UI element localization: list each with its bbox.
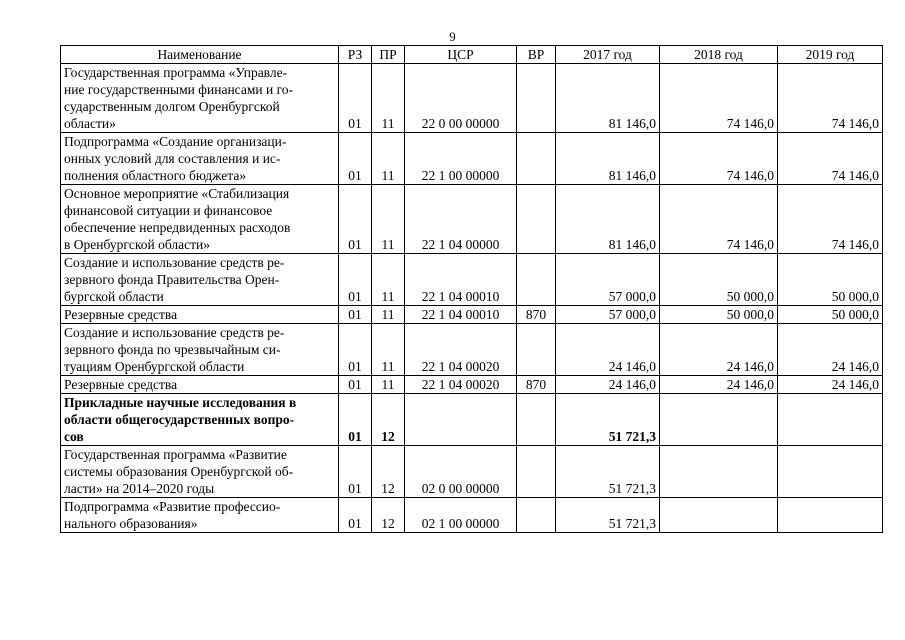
row-name-line: финансовой ситуации и финансовое [64,203,273,218]
row-2017: 57 000,0 [556,254,660,306]
row-name [61,185,339,254]
row-2018 [660,498,778,533]
table-row [61,376,883,394]
row-vr [517,185,556,254]
row-vr [517,446,556,498]
row-vr [517,324,556,376]
row-name-line: полнения областного бюджета» [64,168,247,183]
row-name-line: туациям Оренбургской области [64,359,245,374]
row-name [61,394,339,446]
row-name-line: области общегосударственных вопро- [64,412,295,427]
row-pr: 11 [372,64,405,133]
row-name [61,498,339,533]
row-2019 [778,498,883,533]
row-name [61,64,339,133]
row-name-line: Резервные средства [64,307,178,322]
row-name-line: сов [64,429,84,444]
row-name [61,376,339,394]
table-row [61,324,883,376]
row-2018: 74 146,0 [660,133,778,185]
row-pr: 12 [372,498,405,533]
row-name-line: сударственным долгом Оренбургской [64,99,280,114]
row-name-line: зервного фонда Правительства Орен- [64,272,280,287]
row-2017: 81 146,0 [556,64,660,133]
row-2018: 50 000,0 [660,306,778,324]
table-row [61,133,883,185]
row-pr: 11 [372,324,405,376]
row-2019: 74 146,0 [778,64,883,133]
row-vr [517,133,556,185]
row-name-line: Подпрограмма «Развитие профессио- [64,499,281,514]
row-csr: 02 1 00 00000 [405,498,517,533]
row-name [61,254,339,306]
page-number: 9 [449,29,456,44]
row-csr: 22 0 00 00000 [405,64,517,133]
row-name [61,133,339,185]
row-2017: 51 721,3 [556,446,660,498]
row-name-line: Государственная программа «Управле- [64,65,288,80]
row-name-line: Государственная программа «Развитие [64,447,287,462]
row-name-line: нального образования» [64,516,198,531]
header-csr: ЦСР [405,46,517,64]
row-rz: 01 [339,394,372,446]
row-2017: 81 146,0 [556,133,660,185]
table-row [61,394,883,446]
row-name-line: ние государственными финансами и го- [64,82,294,97]
table-row [61,64,883,133]
row-2018: 24 146,0 [660,324,778,376]
row-2018: 74 146,0 [660,185,778,254]
row-2019 [778,394,883,446]
row-csr: 22 1 04 00010 [405,306,517,324]
row-pr: 11 [372,254,405,306]
header-name: Наименование [61,46,339,64]
row-2019: 50 000,0 [778,306,883,324]
row-csr: 22 1 00 00000 [405,133,517,185]
row-2017: 81 146,0 [556,185,660,254]
row-csr: 22 1 04 00020 [405,376,517,394]
header-2017: 2017 год [556,46,660,64]
row-rz: 01 [339,185,372,254]
row-rz: 01 [339,306,372,324]
table-body [61,64,883,533]
row-rz: 01 [339,498,372,533]
row-2018 [660,394,778,446]
row-rz: 01 [339,376,372,394]
row-name [61,446,339,498]
row-pr: 11 [372,133,405,185]
table-row [61,498,883,533]
row-pr: 11 [372,376,405,394]
row-name [61,324,339,376]
row-2019 [778,446,883,498]
row-2019: 24 146,0 [778,324,883,376]
row-rz: 01 [339,446,372,498]
row-2017: 24 146,0 [556,376,660,394]
row-2017: 24 146,0 [556,324,660,376]
row-vr [517,498,556,533]
row-name-line: в Оренбургской области» [64,237,210,252]
row-name-line: Резервные средства [64,377,178,392]
row-2019: 74 146,0 [778,133,883,185]
row-2018 [660,446,778,498]
row-name-line: Создание и использование средств ре- [64,255,285,270]
row-csr: 22 1 04 00010 [405,254,517,306]
row-name-line: ласти» на 2014–2020 годы [64,481,215,496]
row-2018: 50 000,0 [660,254,778,306]
row-name-line: обеспечение непредвиденных расходов [64,220,291,235]
row-2018: 24 146,0 [660,376,778,394]
row-2019: 24 146,0 [778,376,883,394]
row-csr: 22 1 04 00020 [405,324,517,376]
row-name-line: Подпрограмма «Создание организаци- [64,134,287,149]
header-2019: 2019 год [778,46,883,64]
header-row [61,46,883,64]
row-rz: 01 [339,324,372,376]
row-2017: 51 721,3 [556,498,660,533]
row-csr: 22 1 04 00000 [405,185,517,254]
header-pr: ПР [372,46,405,64]
table-row [61,185,883,254]
row-name-line: Создание и использование средств ре- [64,325,285,340]
header-2018: 2018 год [660,46,778,64]
row-csr [405,394,517,446]
row-2019: 50 000,0 [778,254,883,306]
row-rz: 01 [339,133,372,185]
header-vr: ВР [517,46,556,64]
row-2019: 74 146,0 [778,185,883,254]
row-2018: 74 146,0 [660,64,778,133]
row-name-line: системы образования Оренбургской об- [64,464,294,479]
row-name-line: Прикладные научные исследования в [64,395,297,410]
row-name-line: онных условий для составления и ис- [64,151,281,166]
table-row [61,446,883,498]
row-name-line: бургской области [64,289,164,304]
row-name [61,306,339,324]
row-pr: 11 [372,306,405,324]
row-name-line: области» [64,116,116,131]
row-2017: 57 000,0 [556,306,660,324]
row-vr [517,64,556,133]
budget-table [60,45,883,533]
row-csr: 02 0 00 00000 [405,446,517,498]
row-2017: 51 721,3 [556,394,660,446]
row-vr [517,394,556,446]
table-row [61,254,883,306]
row-pr: 11 [372,185,405,254]
row-pr: 12 [372,446,405,498]
row-vr: 870 [517,376,556,394]
header-rz: РЗ [339,46,372,64]
row-name-line: Основное мероприятие «Стабилизация [64,186,290,201]
row-vr [517,254,556,306]
table-row [61,306,883,324]
row-rz: 01 [339,254,372,306]
row-pr: 12 [372,394,405,446]
row-name-line: зервного фонда по чрезвычайным си- [64,342,281,357]
row-vr: 870 [517,306,556,324]
row-rz: 01 [339,64,372,133]
